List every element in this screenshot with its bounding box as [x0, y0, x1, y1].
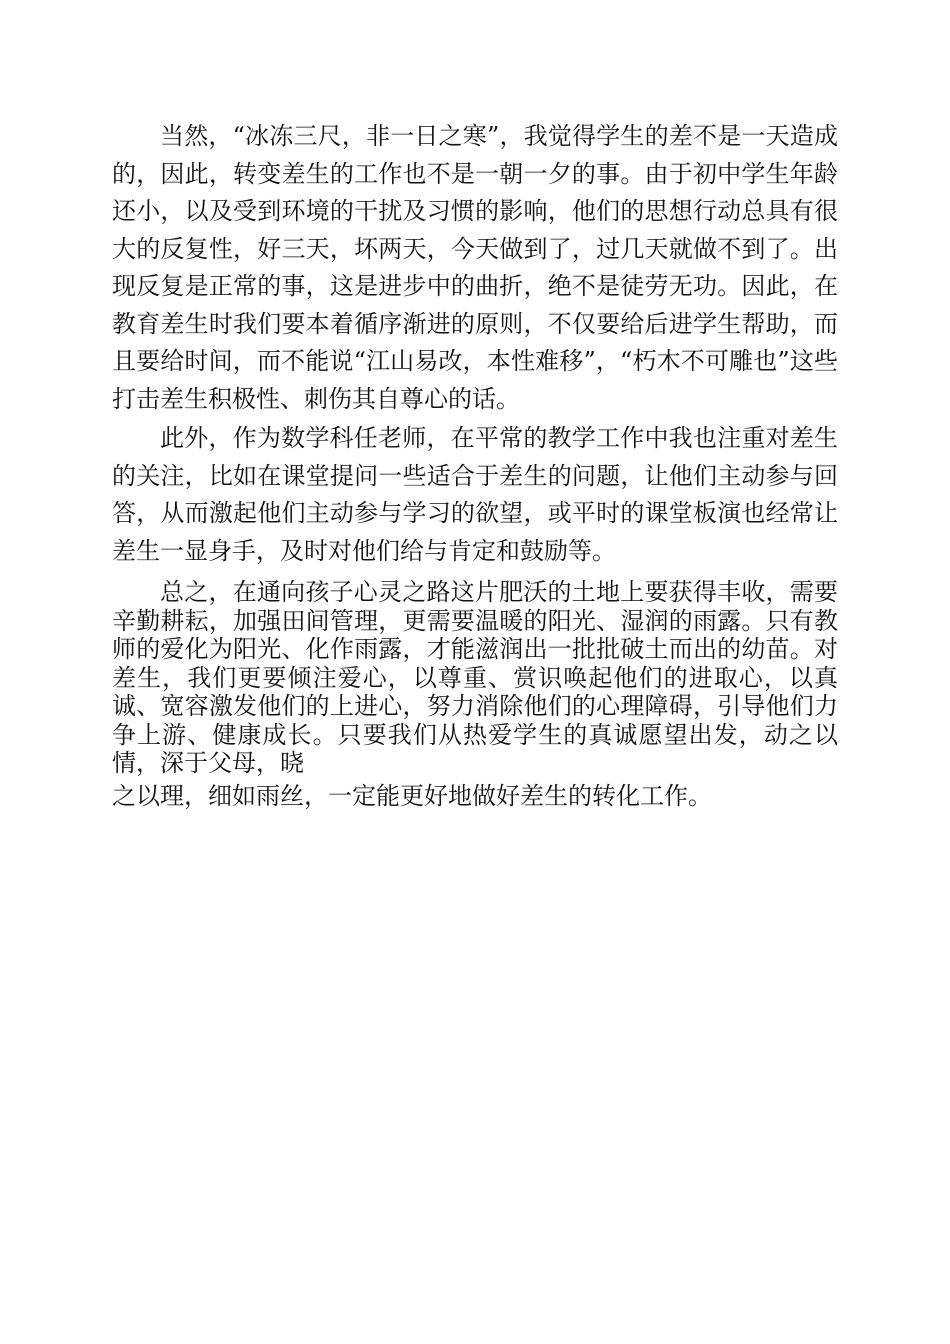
- paragraph-3: [112, 578, 838, 815]
- paragraph-2: 此外，作为数学科任老师，在平常的教学工作中我也注重对差生的关注，比如在课堂提问一些适合于差生的问题，让他们主动参与回答，从而激起他们主动参与学习的欲望，或平时的课堂板演也经常让差生一显身手，及时对他们给与肯定和鼓励等。: [112, 424, 838, 565]
- paragraph-1: 当然，“冰冻三尺，非一日之寒”，我觉得学生的差不是一天造成的，因此，转变差生的工作也不是一朝一夕的事。由于初中学生年龄还小，以及受到环境的干扰及习惯的影响，他们的思想行动总具有很大的反复性，好三天，坏两天，今天做到了，过几天就做不到了。出现反复是正常的事，这是进步中的曲折，绝不是徒劳无功。因此，在教育差生时我们要本着循序渐进的原则，不仅要给后进学生帮助，而且要给时间，而不能说“江山易改，本性难移”，“朽木不可雕也”这些打击差生积极性、刺伤其自尊心的话。: [112, 122, 838, 413]
- paragraph-3-last-line: 之以理，细如雨丝，一定能更好地做好差生的转化工作。: [112, 781, 712, 810]
- document-body: [112, 118, 838, 815]
- paragraph-3-text: 总之，在通向孩子心灵之路这片肥沃的土地上要获得丰收，需要辛勤耕耘，加强田间管理，更需要温暖的阳光、湿润的雨露。只有教师的爱化为阳光、化作雨露，才能滋润出一批批破土而出的幼苗。对差生，我们更要倾注爱心，以尊重、赏识唤起他们的进取心，以真诚、宽容激发他们的上进心，努力消除他们的心理障碍，引导他们力争上游、健康成长。只要我们从热爱学生的真诚愿望出发，动之以情，深于父母，晓: [112, 578, 838, 777]
